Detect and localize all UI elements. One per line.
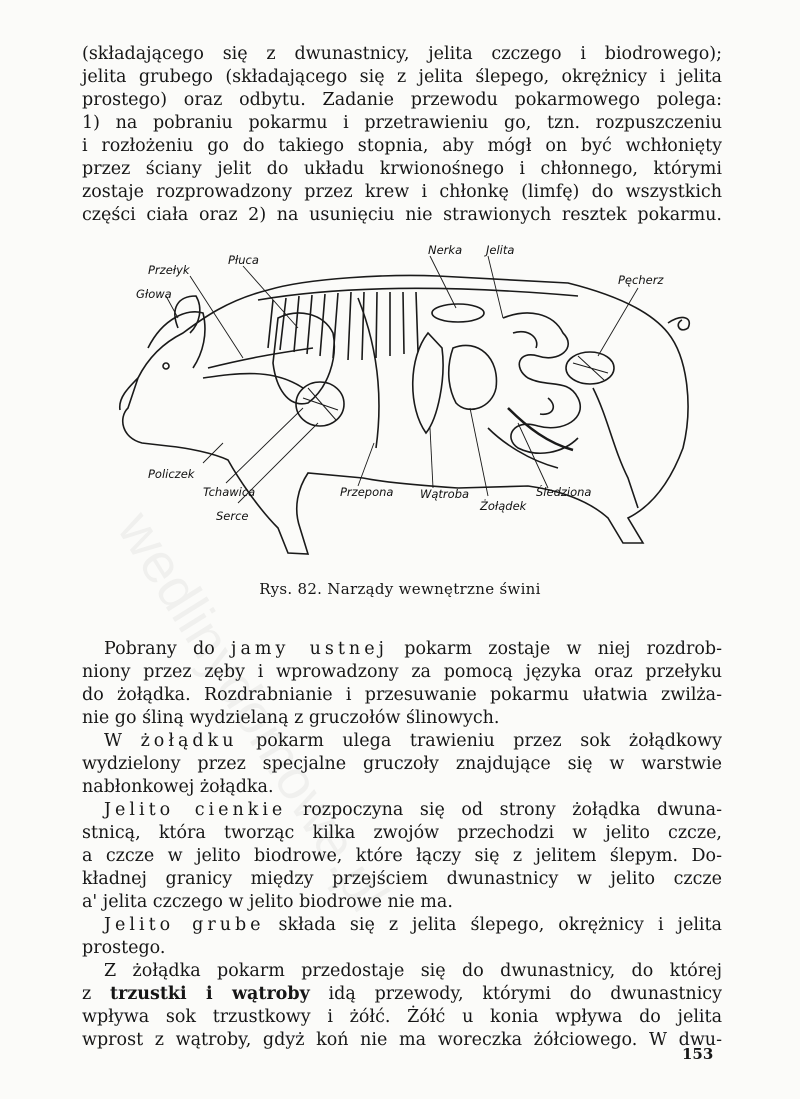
label-nerka: Nerka (428, 243, 463, 257)
paragraph-dwunastnica (82, 960, 722, 1052)
text-line: nie go śliną wydzielaną z gruczołów ślinowych. (82, 708, 500, 728)
ribs (268, 292, 418, 360)
paragraph-jama-ustna (82, 638, 722, 730)
text-line: do żołądka. Rozdrabnianie i przesuwanie pokarmu ułatwia zwilża- (82, 685, 722, 705)
text-line: kładnej granicy między przejściem dwunastnicy w jelito czcze (82, 869, 722, 889)
label-policzek: Policzek (148, 467, 195, 481)
text-line: nabłonkowej żołądka. (82, 777, 274, 797)
paragraph-jelito-grube (82, 914, 722, 960)
text-line: Z żołądka pokarm przedostaje się do dwunastnicy, do której (104, 961, 722, 981)
text-line: wydzielony przez specjalne gruczoły znajdujące się w warstwie (82, 754, 722, 774)
kidney (432, 304, 484, 322)
text-line: z trzustki i wątroby idą przewody, którymi do dwunastnicy (82, 984, 722, 1004)
intestines (503, 313, 580, 453)
label-pluca: Płuca (228, 253, 259, 267)
page-number: 153 (682, 1045, 714, 1063)
paragraph-zoladek (82, 730, 722, 799)
label-jelita: Jelita (486, 243, 515, 257)
text-line: jelita grubego (składającego się z jelita ślepego, okrężnicy i jelita (82, 67, 722, 87)
label-zoladek: Żołądek (480, 499, 527, 513)
text-line: (składającego się z dwunastnicy, jelita czczego i biodrowego); (82, 44, 722, 64)
text-line: Jelito cienkie rozpoczyna się od strony żołądka dwuna- (104, 800, 723, 820)
pig-body-outline (123, 276, 688, 554)
text-line: wpływa sok trzustkowy i żółć. Żółć u konia wpływa do jelita (82, 1007, 722, 1027)
text-line: 1) na pobraniu pokarmu i przetrawieniu go, tzn. rozpuszczeniu (82, 113, 722, 133)
spine (258, 288, 578, 300)
pig-tail (668, 318, 689, 330)
label-serce: Serce (216, 509, 249, 523)
label-sledziona: Śledziona (536, 485, 592, 499)
text-line: stnicą, która tworząc kilka zwojów przechodzi w jelito czcze, (82, 823, 722, 843)
paragraph-intro (82, 43, 722, 227)
label-przelyk: Przełyk (148, 263, 190, 277)
pig-anatomy-illustration (108, 238, 708, 568)
hind-leg (593, 388, 638, 508)
label-glowa: Głowa (136, 287, 172, 301)
text-line: wprost z wątroby, gdyż koń nie ma woreczka żółciowego. W dwu- (82, 1030, 722, 1050)
text-line: zostaje rozprowadzony przez krew i chłonkę (limfę) do wszystkich (82, 182, 722, 202)
label-pecherz: Pęcherz (618, 273, 664, 287)
text-line: części ciała oraz 2) na usunięciu nie strawionych resztek pokarmu. (82, 205, 722, 225)
text-line: Pobrany do jamy ustnej pokarm zostaje w niej rozdrob- (104, 639, 722, 659)
label-tchawica: Tchawica (203, 485, 256, 499)
stomach (449, 345, 497, 409)
text-line: i rozłożeniu go do takiego stopnia, aby mógł on być wchłonięty (82, 136, 722, 156)
label-przepona: Przepona (340, 485, 394, 499)
text-line: W żołądku pokarm ulega trawieniu przez sok żołądkowy (104, 731, 722, 751)
esophagus (208, 348, 313, 368)
text-line: a' jelita czczego w jelito biodrowe nie ma. (82, 892, 453, 912)
paragraph-jelito-cienkie (82, 799, 722, 914)
text-line: prostego. (82, 938, 166, 958)
text-line: Jelito grube składa się z jelita ślepego, okrężnicy i jelita (104, 915, 722, 935)
text-line: prostego) oraz odbytu. Zadanie przewodu pokarmowego polega: (82, 90, 722, 110)
label-watroba: Wątroba (420, 487, 470, 501)
figure-caption: Rys. 82. Narządy wewnętrzne świni (259, 580, 541, 598)
pig-eye (163, 363, 169, 369)
text-line: niony przez zęby i wprowadzony za pomocą języka oraz przełyku (82, 662, 722, 682)
text-line: a czcze w jelito biodrowe, które łączy się z jelitem ślepym. Do- (82, 846, 722, 866)
trachea (203, 374, 303, 388)
text-line: przez ściany jelit do układu krwionośnego i chłonnego, którymi (82, 159, 722, 179)
pig-ear (175, 296, 200, 333)
